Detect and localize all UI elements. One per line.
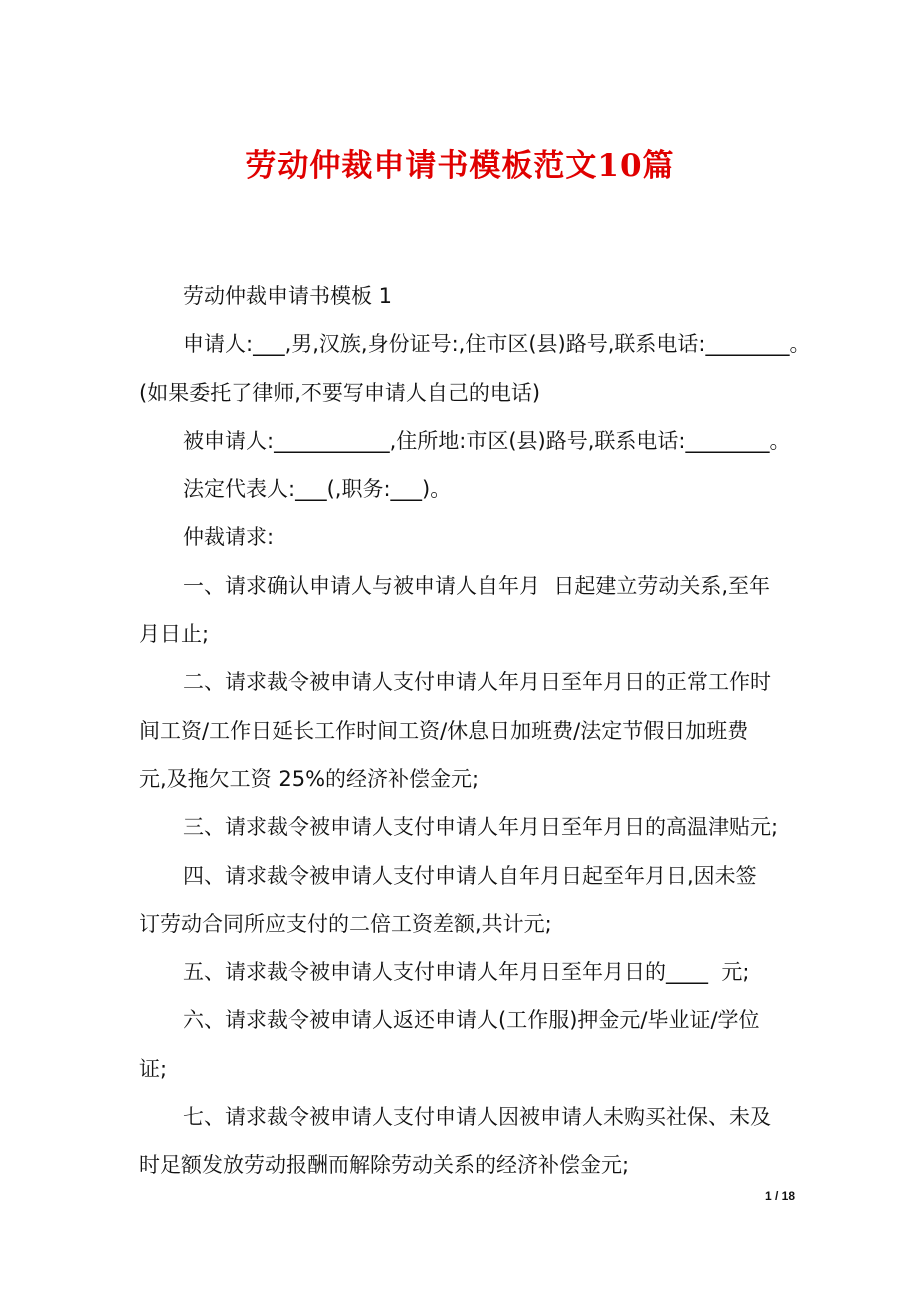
request-6-line-2: 证; (139, 1056, 168, 1081)
page-number: 1 / 18 (764, 1189, 795, 1203)
request-6-line-1: 六、请求裁令被申请人返还申请人(工作服)押金元/毕业证/学位 (183, 1008, 760, 1033)
request-4-line-2: 订劳动合同所应支付的二倍工资差额,共计元; (139, 911, 552, 936)
request-5-line: 五、请求裁令被申请人支付申请人年月日至年月日的____ 元; (183, 960, 750, 985)
request-2-line-2: 间工资/工作日延长工作时间工资/休息日加班费/法定节假日加班费 (139, 718, 749, 743)
request-1-line-2: 月日止; (139, 622, 210, 647)
request-7-line-1: 七、请求裁令被申请人支付申请人因被申请人未购买社保、未及 (183, 1105, 771, 1130)
request-3-line: 三、请求裁令被申请人支付申请人年月日至年月日的高温津贴元; (183, 815, 779, 840)
document-body (139, 272, 811, 1190)
legal-representative-line: 法定代表人:___(,职务:___)。 (183, 477, 452, 502)
request-7-line-2: 时足额发放劳动报酬而解除劳动关系的经济补偿金元; (139, 1153, 630, 1178)
request-4-line-1: 四、请求裁令被申请人支付申请人自年月日起至年月日,因未签 (183, 863, 757, 888)
request-2-line-3: 元,及拖欠工资 25%的经济补偿金元; (139, 766, 480, 791)
request-2-line-1: 二、请求裁令被申请人支付申请人年月日至年月日的正常工作时 (183, 670, 771, 695)
applicant-line: 申请人:___,男,汉族,身份证号:,住市区(县)路号,联系电话:________。 (183, 332, 811, 357)
arbitration-requests-heading: 仲裁请求: (183, 525, 275, 550)
page-title: 劳动仲裁申请书模板范文10篇 (245, 148, 675, 184)
respondent-line: 被申请人:___________,住所地:市区(县)路号,联系电话:________。 (183, 428, 791, 453)
applicant-note-line: (如果委托了律师,不要写申请人自己的电话) (139, 380, 541, 405)
request-1-line-1: 一、请求确认申请人与被申请人自年月 日起建立劳动关系,至年 (183, 573, 771, 598)
section-heading: 劳动仲裁申请书模板 1 (183, 284, 393, 308)
